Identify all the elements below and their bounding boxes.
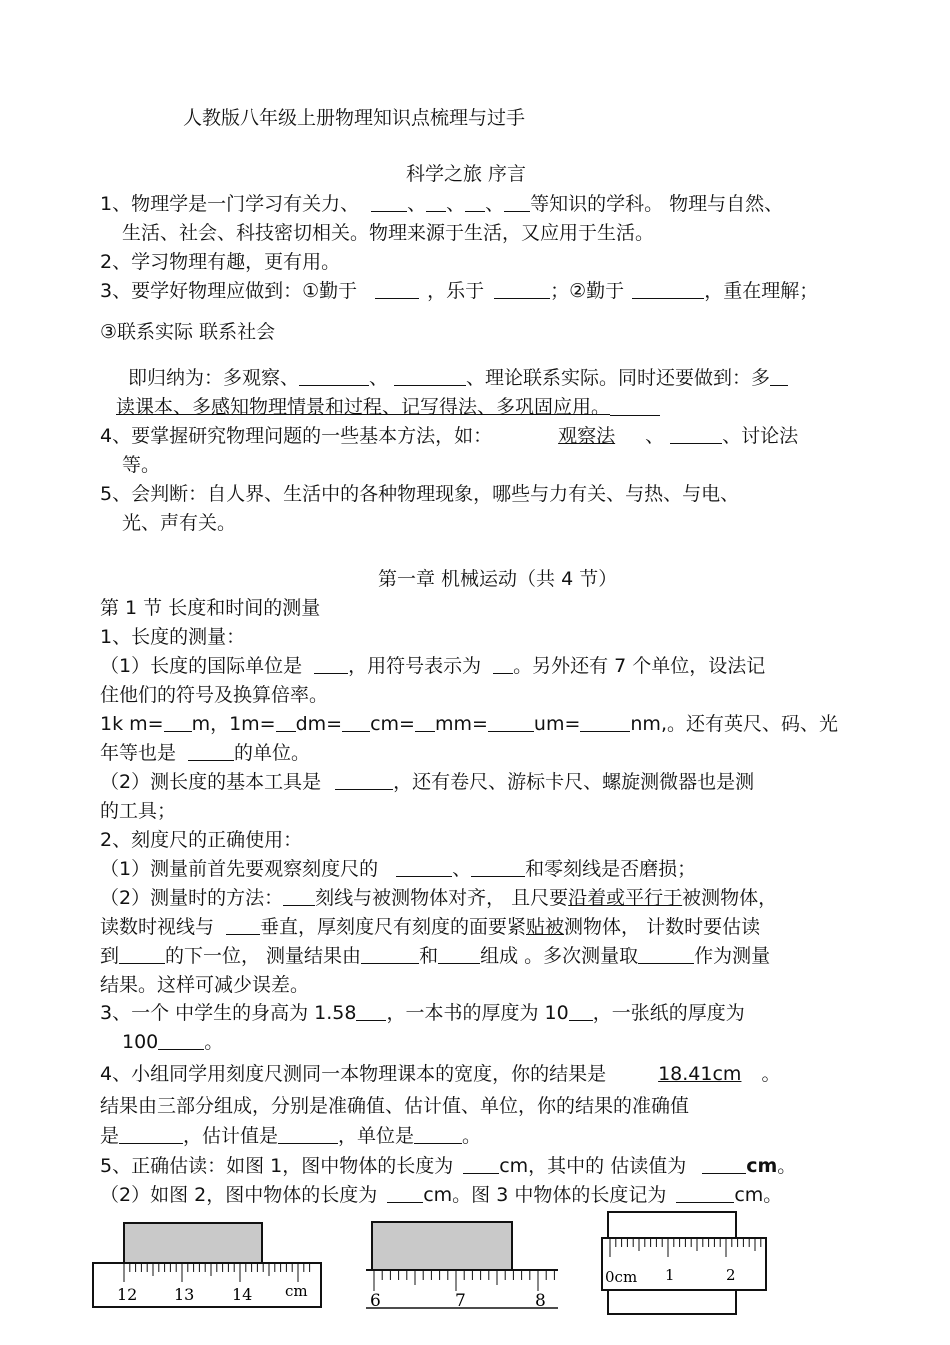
item-1-line-a: （1）长度的国际单位是 ，用符号表示为 。另外还有 7 个单位，设法记 xyxy=(100,655,766,677)
item-1-heading: 1、长度的测量： xyxy=(100,626,246,648)
preface-item-3-cont: ③联系实际 联系社会 xyxy=(100,321,276,343)
fig2-label-7: 7 xyxy=(455,1291,466,1311)
figure-2-ruler xyxy=(362,1218,562,1312)
preface-item-3: 3、要学好物理应做到：①勤于 ，乐于 ；②勤于 ，重在理解； xyxy=(100,280,819,302)
item-5-line-a: 5、正确估读：如图 1，图中物体的长度为 cm，其中的 估读值为 cm。 xyxy=(100,1155,797,1177)
item-2-line-a: （1）测量前首先要观察刻度尺的 、 和零刻线是否磨损； xyxy=(100,858,697,880)
fig1-label-12: 12 xyxy=(117,1285,138,1304)
preface-title: 科学之旅 序言 xyxy=(406,163,527,185)
item-2-heading: 2、刻度尺的正确使用： xyxy=(100,829,303,851)
item-3-line-b: 100 。 xyxy=(122,1031,224,1053)
item-5-line-b: （2）如图 2，图中物体的长度为 cm。图 3 中物体的长度记为 cm。 xyxy=(100,1184,783,1206)
fig3-label-0cm: 0cm xyxy=(605,1268,638,1286)
item-2-line-c: 读数时视线与 垂直，厚刻度尺有刻度的面要紧贴被测物体， 计数时要估读 xyxy=(100,916,761,938)
figure-1-ruler xyxy=(90,1220,325,1312)
fig3-label-2: 2 xyxy=(726,1266,736,1284)
chapter-title: 第一章 机械运动（共 4 节） xyxy=(378,568,618,590)
item-4-line-c: 是 ，估计值是 ，单位是 。 xyxy=(100,1125,482,1147)
preface-item-2: 2、学习物理有趣，更有用。 xyxy=(100,251,341,273)
preface-item-1: 1、物理学是一门学习有关力、 、 、 、 等知识的学科。 物理与自然、 xyxy=(100,193,784,215)
preface-item-1-cont: 生活、社会、科技密切相关。物理来源于生活，又应用于生活。 xyxy=(122,222,655,244)
measured-object xyxy=(124,1223,262,1263)
fig1-label-13: 13 xyxy=(174,1285,195,1304)
section-title: 第 1 节 长度和时间的测量 xyxy=(100,597,321,619)
fig1-label-unit: cm xyxy=(285,1282,308,1300)
fig1-label-14: 14 xyxy=(232,1285,253,1304)
fig2-label-6: 6 xyxy=(370,1291,381,1311)
item-3-line-a: 3、一个 中学生的身高为 1.58 ，一本书的厚度为 10 ，一张纸的厚度为 xyxy=(100,1002,745,1024)
preface-item-4-cont: 等。 xyxy=(122,454,161,476)
item-4-line-a: 4、小组同学用刻度尺测同一本物理课本的宽度，你的结果是 18.41cm 。 xyxy=(100,1063,781,1085)
item-1-line-b: 住他们的符号及换算倍率。 xyxy=(100,684,329,706)
item-2-line-b: （2）测量时的方法： 刻线与被测物体对齐， 且尺要沿着或平行于被测物体， xyxy=(100,887,778,909)
fig3-label-1: 1 xyxy=(665,1266,675,1284)
measured-object xyxy=(372,1222,512,1270)
summary-line-cont: 读课本、多感知物理情景和过程、记写得法、多巩固应用。 xyxy=(116,395,660,419)
summary-line: 即归纳为：多观察、 、 、理论联系实际。同时还要做到：多 xyxy=(128,366,788,390)
unit-conversion-line: 1k m= m，1m= dm= cm= mm= um= nm,。还有英尺、码、光 xyxy=(100,713,838,735)
item-1-line-e: （2）测长度的基本工具是 ，还有卷尺、游标卡尺、螺旋测微器也是测 xyxy=(100,771,755,793)
fig2-label-8: 8 xyxy=(535,1291,546,1311)
preface-item-5: 5、会判断：自人界、生活中的各种物理现象，哪些与力有关、与热、与电、 xyxy=(100,483,740,505)
item-2-line-e: 结果。这样可减少误差。 xyxy=(100,974,310,996)
preface-item-5-cont: 光、声有关。 xyxy=(122,512,237,534)
figure-3-ruler xyxy=(600,1210,770,1318)
item-1-line-f: 的工具； xyxy=(100,800,177,822)
item-1-line-d: 年等也是 的单位。 xyxy=(100,742,311,764)
preface-item-4: 4、要掌握研究物理问题的一些基本方法，如： 观察法 、 、讨论法 xyxy=(100,425,799,447)
page-title: 人教版八年级上册物理知识点梳理与过手 xyxy=(183,107,526,129)
item-2-line-d: 到 的下一位， 测量结果由 和 组成 。多次测量取 作为测量 xyxy=(100,945,771,967)
item-4-line-b: 结果由三部分组成，分别是准确值、估计值、单位，你的结果的准确值 xyxy=(100,1095,690,1117)
